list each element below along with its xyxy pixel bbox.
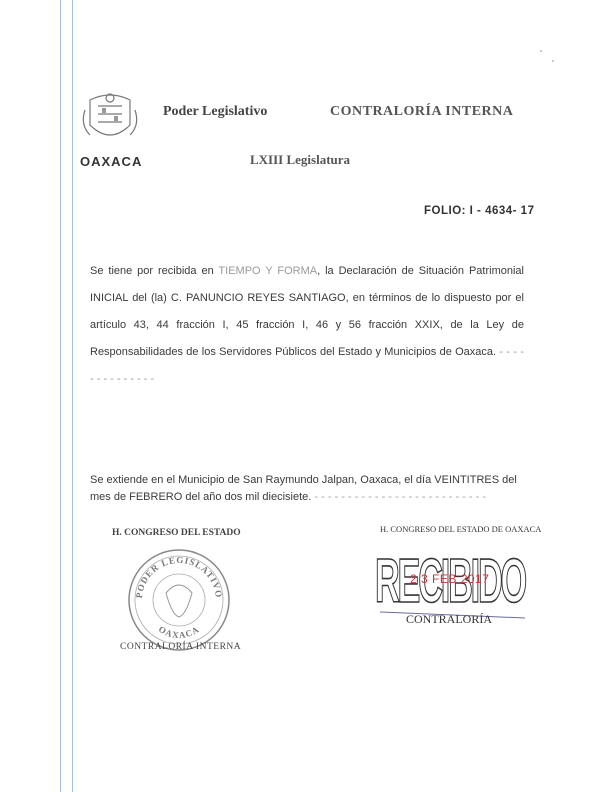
issued-dashes: - - - - - - - - - - - - - - - - - - - - - - - - - - xyxy=(314,491,487,503)
paragraph-tiempo-forma: TIEMPO Y FORMA xyxy=(218,265,318,277)
stamp-left-title: H. CONGRESO DEL ESTADO xyxy=(112,528,241,538)
official-seal-stamp xyxy=(124,545,234,655)
header-contraloria-interna: CONTRALORÍA INTERNA xyxy=(330,104,514,119)
speck xyxy=(552,60,554,62)
paragraph-part-1: Se tiene por recibida en xyxy=(90,265,219,277)
folio-number: FOLIO: I - 4634- 17 xyxy=(424,205,535,217)
stamp-right-title: H. CONGRESO DEL ESTADO DE OAXACA xyxy=(380,524,542,534)
margin-line-right xyxy=(72,0,73,792)
issued-text: Se extiende en el Municipio de San Raymundo Jalpan, Oaxaca, el día VEINTITRES del mes de FEBRERO del año dos mil diecisiete. xyxy=(90,474,517,503)
paragraph-dashes: - - - - - - - - - - - - - - xyxy=(90,346,524,385)
stamp-left-bottom: CONTRALORÍA INTERNA xyxy=(120,642,242,652)
seal-bottom-text: OAXACA xyxy=(156,623,202,641)
margin-line-left xyxy=(60,0,61,792)
logo-caption: OAXACA xyxy=(80,154,143,169)
seal-top-text: PODER LEGISLATIVO xyxy=(133,554,225,599)
paragraph-part-2: , la Declaración de Situación Patrimonial INICIAL del (la) C. PANUNCIO REYES SANTIAGO, en términos de lo dispuesto por el artículo 43, 44 fracción I, 45 fracción I, 46 y 56 fracción XXIX, de la Ley de Responsabilidades de los Servidores Públicos del Estado y Municipios de Oaxaca. xyxy=(90,265,524,358)
coat-of-arms-logo xyxy=(80,90,140,150)
header-poder-legislativo: Poder Legislativo xyxy=(163,104,268,119)
header-legislatura: LXIII Legislatura xyxy=(250,152,351,167)
received-date: 2 3 FEB 2017 xyxy=(410,572,490,586)
stamp-right-bottom: CONTRALORÍA xyxy=(406,612,492,626)
speck xyxy=(540,50,542,52)
declaration-paragraph xyxy=(90,258,524,393)
issued-place-date xyxy=(90,472,526,506)
received-stamp-big-text: RECIBIDO xyxy=(375,547,526,616)
